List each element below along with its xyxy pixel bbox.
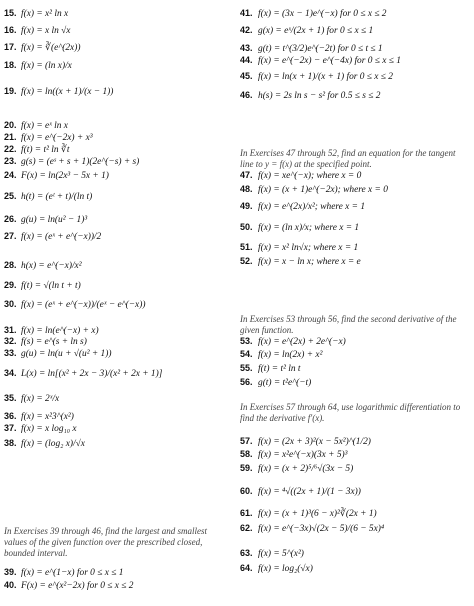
exercise-formula: f(x) = eˣ ln x (21, 121, 68, 131)
exercise-number: 45. (240, 71, 253, 81)
exercise-number: 22. (4, 144, 17, 154)
exercise-39 (4, 567, 123, 579)
exercise-formula: f(t) = t² ln ∛t (21, 145, 70, 155)
exercise-number: 54. (240, 349, 253, 359)
exercise-formula: f(s) = e^(s + ln s) (21, 337, 87, 347)
exercise-number: 31. (4, 325, 17, 335)
exercise-41 (240, 8, 387, 20)
exercise-formula: f(x) = 2ˣ/x (21, 394, 60, 404)
instruction-39-46: In Exercises 39 through 46, find the largest and smallest values of the given function over the prescribed closed, bounded interval. (4, 526, 207, 558)
exercise-43 (240, 43, 383, 55)
exercise-formula: f(x) = x² ln√x; where x = 1 (258, 243, 359, 253)
exercise-number: 53. (240, 336, 253, 346)
exercise-number: 43. (240, 43, 253, 53)
exercise-23 (4, 156, 139, 168)
exercise-52 (240, 256, 361, 268)
exercise-number: 63. (240, 548, 253, 558)
exercise-number: 24. (4, 170, 17, 180)
exercise-33 (4, 348, 111, 360)
exercise-number: 48. (240, 184, 253, 194)
exercise-61 (240, 508, 377, 520)
exercise-number: 59. (240, 463, 253, 473)
exercise-55 (240, 363, 300, 375)
exercise-number: 42. (240, 25, 253, 35)
exercise-formula: f(x) = ln(2x) + x² (258, 350, 323, 360)
exercise-number: 21. (4, 132, 17, 142)
exercise-formula: f(x) = e^(−2x) + x³ (21, 133, 93, 143)
exercise-formula: f(x) = e^(2x) + 2e^(−x) (258, 337, 346, 347)
exercise-number: 46. (240, 90, 253, 100)
exercise-35 (4, 393, 59, 405)
exercise-58 (240, 449, 347, 461)
exercise-formula: f(x) = (x + 1)³(6 − x)²∛(2x + 1) (258, 509, 377, 519)
exercise-18 (4, 60, 72, 72)
exercise-formula: g(t) = t^(3/2)e^(−2t) for 0 ≤ t ≤ 1 (258, 44, 383, 54)
exercise-number: 33. (4, 348, 17, 358)
exercise-formula: g(x) = eˣ/(2x + 1) for 0 ≤ x ≤ 1 (258, 26, 374, 36)
exercise-number: 62. (240, 523, 253, 533)
exercise-56 (240, 377, 311, 389)
exercise-42 (240, 25, 373, 37)
exercise-formula: f(x) = ln(e^(−x) + x) (21, 326, 99, 336)
exercise-formula: f(t) = t² ln t (258, 364, 301, 374)
exercise-48 (240, 184, 388, 196)
exercise-51 (240, 242, 358, 254)
exercise-15 (4, 8, 68, 20)
exercise-60 (240, 486, 361, 498)
exercise-59 (240, 463, 353, 475)
exercise-number: 55. (240, 363, 253, 373)
exercise-27 (4, 231, 101, 243)
exercise-formula: f(x) = x ln √x (21, 26, 71, 36)
exercise-formula: g(s) = (eˢ + s + 1)(2e^(−s) + s) (21, 157, 140, 167)
exercise-formula: f(x) = (ln x)/x (21, 61, 72, 71)
exercise-38 (4, 438, 85, 450)
exercise-formula: f(x) = (log₂ x)/√x (21, 439, 85, 449)
exercise-number: 28. (4, 260, 17, 270)
exercise-28 (4, 260, 82, 272)
exercise-number: 32. (4, 336, 17, 346)
exercise-formula: f(x) = (2x + 3)²(x − 5x²)^(1/2) (258, 437, 371, 447)
exercise-number: 47. (240, 170, 253, 180)
exercise-19 (4, 86, 113, 98)
exercise-formula: f(x) = (3x − 1)e^(−x) for 0 ≤ x ≤ 2 (258, 9, 387, 19)
exercise-number: 64. (240, 563, 253, 573)
exercise-formula: f(x) = e^(−3x)√(2x − 5)/(6 − 5x)⁴ (258, 524, 385, 534)
exercise-22 (4, 144, 69, 156)
exercise-formula: g(u) = ln(u² − 1)³ (21, 215, 88, 225)
exercise-number: 52. (240, 256, 253, 266)
exercise-formula: f(x) = (x + 2)⁵/⁶√(3x − 5) (258, 464, 354, 474)
exercise-number: 25. (4, 191, 17, 201)
exercise-number: 34. (4, 368, 17, 378)
exercise-formula: L(x) = ln[(x² + 2x − 3)/(x² + 2x + 1)] (21, 369, 163, 379)
exercise-number: 51. (240, 242, 253, 252)
exercise-formula: f(x) = e^(2x)/x²; where x = 1 (258, 202, 366, 212)
exercise-number: 35. (4, 393, 17, 403)
exercise-number: 39. (4, 567, 17, 577)
exercise-number: 15. (4, 8, 17, 18)
exercise-number: 36. (4, 411, 17, 421)
exercise-formula: f(x) = (ln x)/x; where x = 1 (258, 223, 360, 233)
exercise-formula: h(t) = (eᵗ + t)/(ln t) (21, 192, 93, 202)
exercise-number: 50. (240, 222, 253, 232)
exercise-formula: f(x) = x log₁₀ x (21, 424, 77, 434)
exercise-number: 38. (4, 438, 17, 448)
exercise-formula: g(u) = ln(u + √(u² + 1)) (21, 349, 112, 359)
exercise-number: 17. (4, 42, 17, 52)
exercise-16 (4, 25, 70, 37)
exercise-62 (240, 523, 384, 535)
exercise-44 (240, 55, 401, 67)
exercise-number: 23. (4, 156, 17, 166)
exercise-formula: f(x) = x²3^(x²) (21, 412, 74, 422)
exercise-formula: f(x) = ⁴√((2x + 1)/(1 − 3x)) (258, 487, 361, 497)
exercise-formula: F(x) = ln(2x³ − 5x + 1) (21, 171, 109, 181)
exercise-formula: f(x) = x − ln x; where x = e (258, 257, 361, 267)
exercise-formula: f(x) = e^(−2x) − e^(−4x) for 0 ≤ x ≤ 1 (258, 56, 401, 66)
instruction-57-64: In Exercises 57 through 64, use logarithmic differentiation to find the derivative f′(x). (240, 402, 461, 423)
exercise-54 (240, 349, 322, 361)
exercise-formula: f(x) = (eˣ + e^(−x))/2 (21, 232, 102, 242)
exercise-formula: f(x) = (eˣ + e^(−x))/(eˣ − e^(−x)) (21, 300, 146, 310)
exercise-20 (4, 120, 68, 132)
exercise-29 (4, 280, 81, 292)
exercise-number: 58. (240, 449, 253, 459)
exercise-30 (4, 299, 145, 311)
exercise-formula: f(x) = xe^(−x); where x = 0 (258, 171, 362, 181)
exercise-25 (4, 191, 92, 203)
exercise-formula: f(x) = ln(x + 1)/(x + 1) for 0 ≤ x ≤ 2 (258, 72, 393, 82)
exercise-formula: h(x) = e^(−x)/x² (21, 261, 82, 271)
exercise-57 (240, 436, 371, 448)
exercise-formula: f(x) = ln((x + 1)/(x − 1)) (21, 87, 114, 97)
exercise-number: 37. (4, 423, 17, 433)
exercise-formula: g(t) = t²e^(−t) (258, 378, 312, 388)
exercise-number: 19. (4, 86, 17, 96)
exercise-formula: f(t) = √(ln t + t) (21, 281, 81, 291)
exercise-45 (240, 71, 393, 83)
exercise-50 (240, 222, 359, 234)
exercise-47 (240, 170, 361, 182)
exercise-number: 49. (240, 201, 253, 211)
exercise-number: 56. (240, 377, 253, 387)
exercise-36 (4, 411, 74, 423)
exercise-37 (4, 423, 77, 435)
exercise-49 (240, 201, 365, 213)
instruction-47-52: In Exercises 47 through 52, find an equation for the tangent line to y = f(x) at the specified point. (240, 148, 456, 169)
exercise-formula: f(x) = log₂(√x) (258, 564, 313, 574)
exercise-formula: f(x) = ∛(e^(2x)) (21, 43, 81, 53)
exercise-formula: f(x) = e^(1−x) for 0 ≤ x ≤ 1 (21, 568, 124, 578)
exercise-34 (4, 368, 162, 380)
exercise-formula: F(x) = e^(x²−2x) for 0 ≤ x ≤ 2 (21, 581, 134, 591)
exercise-number: 57. (240, 436, 253, 446)
exercise-formula: f(x) = x² ln x (21, 9, 69, 19)
exercise-number: 40. (4, 580, 17, 590)
exercise-40 (4, 580, 133, 592)
exercise-number: 60. (240, 486, 253, 496)
exercise-24 (4, 170, 109, 182)
exercise-formula: f(x) = x²e^(−x)(3x + 5)³ (258, 450, 348, 460)
exercise-formula: h(s) = 2s ln s − s² for 0.5 ≤ s ≤ 2 (258, 91, 381, 101)
exercise-63 (240, 548, 304, 560)
exercise-46 (240, 90, 380, 102)
exercise-53 (240, 336, 346, 348)
exercise-number: 61. (240, 508, 253, 518)
exercise-number: 26. (4, 214, 17, 224)
exercise-17 (4, 42, 80, 54)
exercise-number: 41. (240, 8, 253, 18)
exercise-formula: f(x) = (x + 1)e^(−2x); where x = 0 (258, 185, 388, 195)
exercise-number: 18. (4, 60, 17, 70)
exercise-64 (240, 563, 313, 575)
exercise-formula: f(x) = 5^(x²) (258, 549, 304, 559)
instruction-53-56: In Exercises 53 through 56, find the second derivative of the given function. (240, 314, 457, 335)
exercise-26 (4, 214, 87, 226)
exercise-number: 27. (4, 231, 17, 241)
exercise-number: 16. (4, 25, 17, 35)
exercise-32 (4, 336, 87, 348)
exercise-number: 20. (4, 120, 17, 130)
exercise-21 (4, 132, 93, 144)
exercise-number: 29. (4, 280, 17, 290)
exercise-number: 30. (4, 299, 17, 309)
exercise-number: 44. (240, 55, 253, 65)
